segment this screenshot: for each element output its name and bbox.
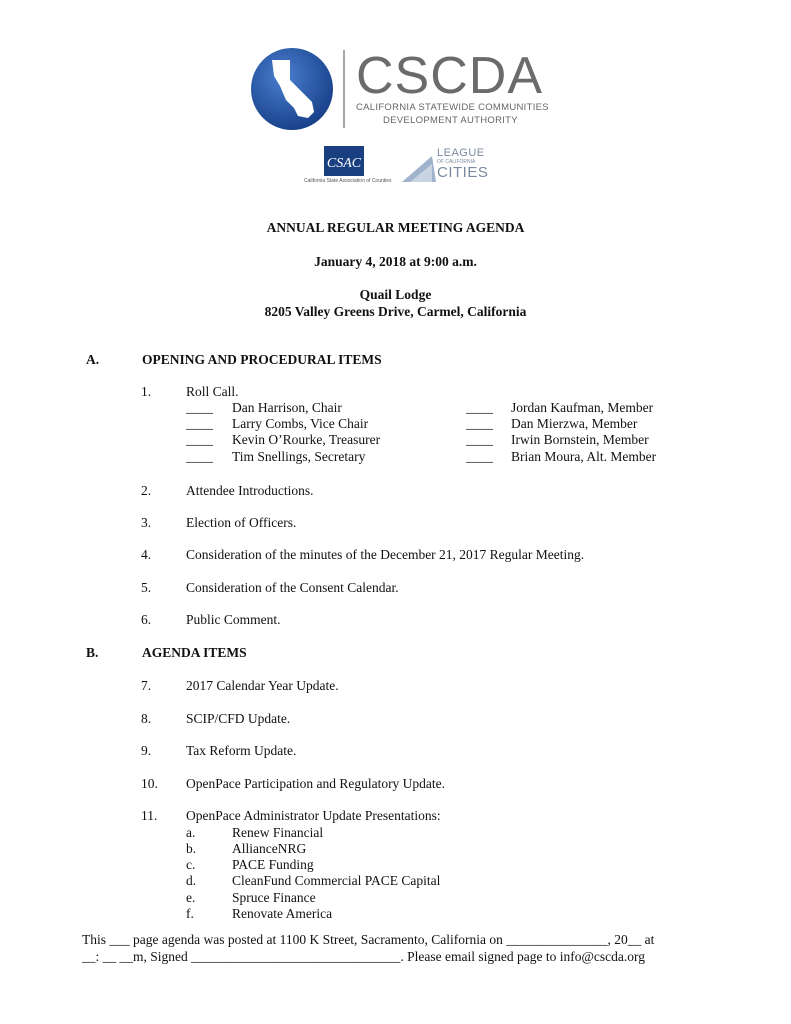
section-b-title: AGENDA ITEMS <box>142 645 247 660</box>
roll-blank: ____ <box>466 432 493 447</box>
roll-member: Tim Snellings, Secretary <box>232 449 366 464</box>
cscda-wordmark: CSCDA <box>356 47 544 105</box>
item-number: 8. <box>141 711 152 726</box>
section-a-letter: A. <box>86 352 100 367</box>
subitem-text: Renew Financial <box>232 825 324 840</box>
roll-member: Brian Moura, Alt. Member <box>511 449 657 464</box>
venue-address: 8205 Valley Greens Drive, Carmel, California <box>264 304 527 319</box>
subitem-letter: f. <box>186 906 194 921</box>
subitem-letter: e. <box>186 890 196 905</box>
roll-blank: ____ <box>186 432 213 447</box>
roll-member: Larry Combs, Vice Chair <box>232 416 369 431</box>
roll-blank: ____ <box>186 449 213 464</box>
csac-logo-text: CSAC <box>326 156 362 171</box>
item-number: 11. <box>141 808 158 823</box>
league-line-1: LEAGUE <box>437 147 485 159</box>
league-line-3: CITIES <box>437 164 489 181</box>
roll-member: Kevin O’Rourke, Treasurer <box>232 432 381 447</box>
item-number: 3. <box>141 515 152 530</box>
section-a-title: OPENING AND PROCEDURAL ITEMS <box>142 352 382 367</box>
subitem-letter: b. <box>186 841 197 856</box>
league-line-2: OF CALIFORNIA <box>437 159 476 165</box>
venue-name: Quail Lodge <box>359 287 432 302</box>
subitem-text: AllianceNRG <box>232 841 307 856</box>
item-calendar-year: 2017 Calendar Year Update. <box>186 678 339 693</box>
item-number: 5. <box>141 580 152 595</box>
item-minutes: Consideration of the minutes of the December 21, 2017 Regular Meeting. <box>186 547 585 562</box>
subitem-text: PACE Funding <box>232 857 314 872</box>
item-openpace-participation: OpenPace Participation and Regulatory Update. <box>186 776 446 791</box>
subitem-text: Spruce Finance <box>232 890 316 905</box>
subitem-text: Renovate America <box>232 906 333 921</box>
item-number: 2. <box>141 483 152 498</box>
subitem-text: CleanFund Commercial PACE Capital <box>232 873 441 888</box>
meeting-date: January 4, 2018 at 9:00 a.m. <box>314 254 477 269</box>
item-public-comment: Public Comment. <box>186 612 281 627</box>
item-introductions: Attendee Introductions. <box>186 483 314 498</box>
csac-caption: California State Association of Counties <box>304 178 392 184</box>
item-number: 6. <box>141 612 152 627</box>
cscda-subtitle-1: CALIFORNIA STATEWIDE COMMUNITIES <box>356 102 549 113</box>
section-b-letter: B. <box>86 645 99 660</box>
item-roll-call: Roll Call. <box>186 384 239 399</box>
roll-blank: ____ <box>466 416 493 431</box>
item-number: 1. <box>141 384 152 399</box>
item-number: 10. <box>141 776 158 791</box>
item-number: 4. <box>141 547 152 562</box>
posting-statement-line-2: __: __ __m, Signed _______________________________. Please email signed page to info@cscda.org <box>82 949 645 964</box>
roll-member: Irwin Bornstein, Member <box>511 432 649 447</box>
item-consent-calendar: Consideration of the Consent Calendar. <box>186 580 399 595</box>
roll-blank: ____ <box>466 400 493 415</box>
roll-blank: ____ <box>186 400 213 415</box>
subitem-letter: c. <box>186 857 196 872</box>
roll-blank: ____ <box>186 416 213 431</box>
subitem-letter: d. <box>186 873 197 888</box>
item-scip-cfd: SCIP/CFD Update. <box>186 711 291 726</box>
item-openpace-presentations: OpenPace Administrator Update Presentations: <box>186 808 441 823</box>
roll-member: Dan Harrison, Chair <box>232 400 342 415</box>
item-tax-reform: Tax Reform Update. <box>186 743 297 758</box>
roll-member: Jordan Kaufman, Member <box>511 400 654 415</box>
item-number: 9. <box>141 743 152 758</box>
roll-blank: ____ <box>466 449 493 464</box>
agenda-title: ANNUAL REGULAR MEETING AGENDA <box>266 220 525 235</box>
cscda-subtitle-2: DEVELOPMENT AUTHORITY <box>383 115 518 126</box>
roll-member: Dan Mierzwa, Member <box>511 416 638 431</box>
subitem-letter: a. <box>186 825 196 840</box>
item-election: Election of Officers. <box>186 515 297 530</box>
posting-statement-line-1: This ___ page agenda was posted at 1100 K Street, Sacramento, California on _______________, 20__ at <box>82 932 655 947</box>
item-number: 7. <box>141 678 152 693</box>
